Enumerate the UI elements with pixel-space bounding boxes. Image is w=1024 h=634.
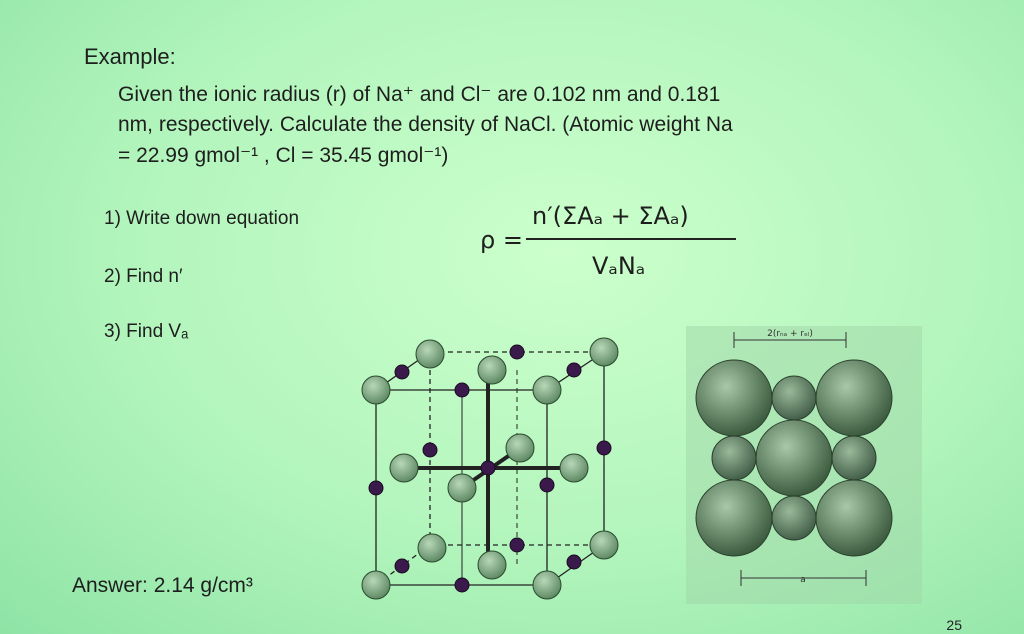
step-1: 1) Write down equation <box>104 208 300 229</box>
step-3: 3) Find Vₐ <box>104 321 189 342</box>
problem-line-2: nm, respectively. Calculate the density of NaCl. (Atomic weight Na <box>118 113 733 136</box>
formula-lhs: ρ = <box>480 226 523 254</box>
formula-denominator: VₐNₐ <box>592 252 646 280</box>
formula-numerator: n′(ΣAₐ + ΣAₐ) <box>532 202 689 230</box>
density-formula <box>480 200 740 290</box>
example-heading: Example: <box>84 44 176 69</box>
nacl-lattice-diagram <box>352 330 632 610</box>
fraction-bar <box>526 238 736 240</box>
answer-text: Answer: 2.14 g/cm³ <box>72 574 253 597</box>
step-2: 2) Find n′ <box>104 266 183 287</box>
page-number: 25 <box>946 617 962 633</box>
problem-line-1: Given the ionic radius (r) of Na⁺ and Cl⁻ are 0.102 nm and 0.181 <box>118 83 721 106</box>
problem-line-3: = 22.99 gmol⁻¹ , Cl = 35.45 gmol⁻¹) <box>118 144 449 167</box>
bottom-dimension-label: a <box>800 575 806 585</box>
top-dimension-label: 2(rₙₐ + rₑₗ) <box>767 329 813 339</box>
ion-packing-diagram <box>686 326 922 604</box>
